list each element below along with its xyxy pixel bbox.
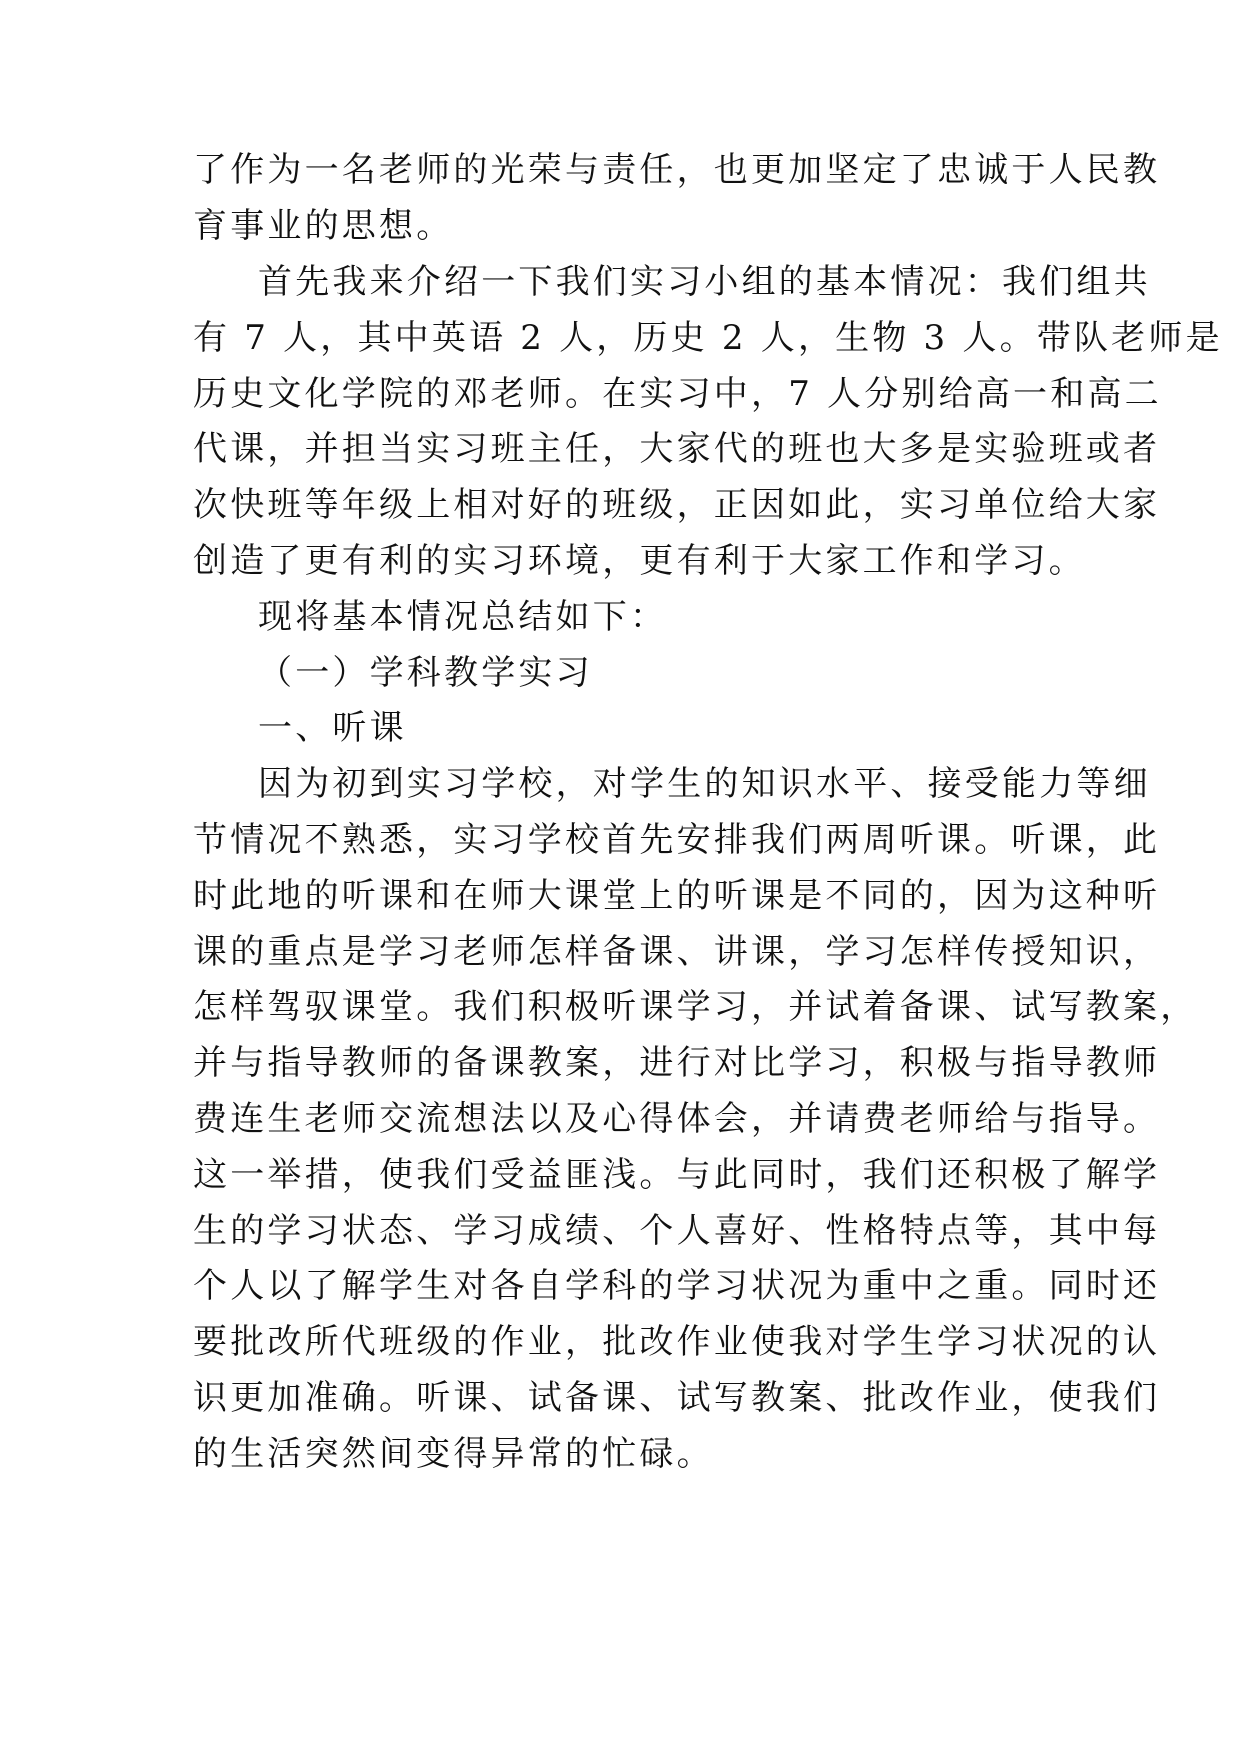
paragraph-line: 生的学习状态、学习成绩、个人喜好、性格特点等，其中每 xyxy=(193,1211,1161,1251)
section-heading: （一）学科教学实习 xyxy=(258,653,593,693)
paragraph-line: 的生活突然间变得异常的忙碌。 xyxy=(193,1434,714,1474)
paragraph-line: 怎样驾驭课堂。我们积极听课学习，并试着备课、试写教案， xyxy=(193,987,1198,1027)
paragraph-line: 节情况不熟悉，实习学校首先安排我们两周听课。听课，此 xyxy=(193,820,1161,860)
paragraph-line: 这一举措，使我们受益匪浅。与此同时，我们还积极了解学 xyxy=(193,1155,1161,1195)
paragraph-line: 现将基本情况总结如下： xyxy=(258,597,668,637)
paragraph-line: 次快班等年级上相对好的班级，正因如此，实习单位给大家 xyxy=(193,485,1161,525)
paragraph-line: 首先我来介绍一下我们实习小组的基本情况：我们组共 xyxy=(258,262,1151,302)
paragraph-line: 育事业的思想。 xyxy=(193,206,454,246)
paragraph-line: 时此地的听课和在师大课堂上的听课是不同的，因为这种听 xyxy=(193,876,1161,916)
subsection-heading: 一、听课 xyxy=(258,708,407,748)
paragraph-line: 要批改所代班级的作业，批改作业使我对学生学习状况的认 xyxy=(193,1322,1161,1362)
paragraph-line: 因为初到实习学校，对学生的知识水平、接受能力等细 xyxy=(258,764,1151,804)
paragraph-line: 个人以了解学生对各自学科的学习状况为重中之重。同时还 xyxy=(193,1266,1161,1306)
paragraph-line: 并与指导教师的备课教案，进行对比学习，积极与指导教师 xyxy=(193,1043,1161,1083)
paragraph-line: 识更加准确。听课、试备课、试写教案、批改作业，使我们 xyxy=(193,1378,1161,1418)
paragraph-line: 创造了更有利的实习环境，更有利于大家工作和学习。 xyxy=(193,541,1086,581)
paragraph-line: 课的重点是学习老师怎样备课、讲课，学习怎样传授知识， xyxy=(193,932,1161,972)
paragraph-line: 代课，并担当实习班主任，大家代的班也大多是实验班或者 xyxy=(193,429,1161,469)
paragraph-line: 了作为一名老师的光荣与责任，也更加坚定了忠诚于人民教 xyxy=(193,150,1161,190)
paragraph-line: 费连生老师交流想法以及心得体会，并请费老师给与指导。 xyxy=(193,1099,1161,1139)
paragraph-line: 历史文化学院的邓老师。在实习中，7 人分别给高一和高二 xyxy=(193,374,1162,414)
paragraph-line: 有 7 人，其中英语 2 人，历史 2 人，生物 3 人。带队老师是 xyxy=(193,318,1223,358)
